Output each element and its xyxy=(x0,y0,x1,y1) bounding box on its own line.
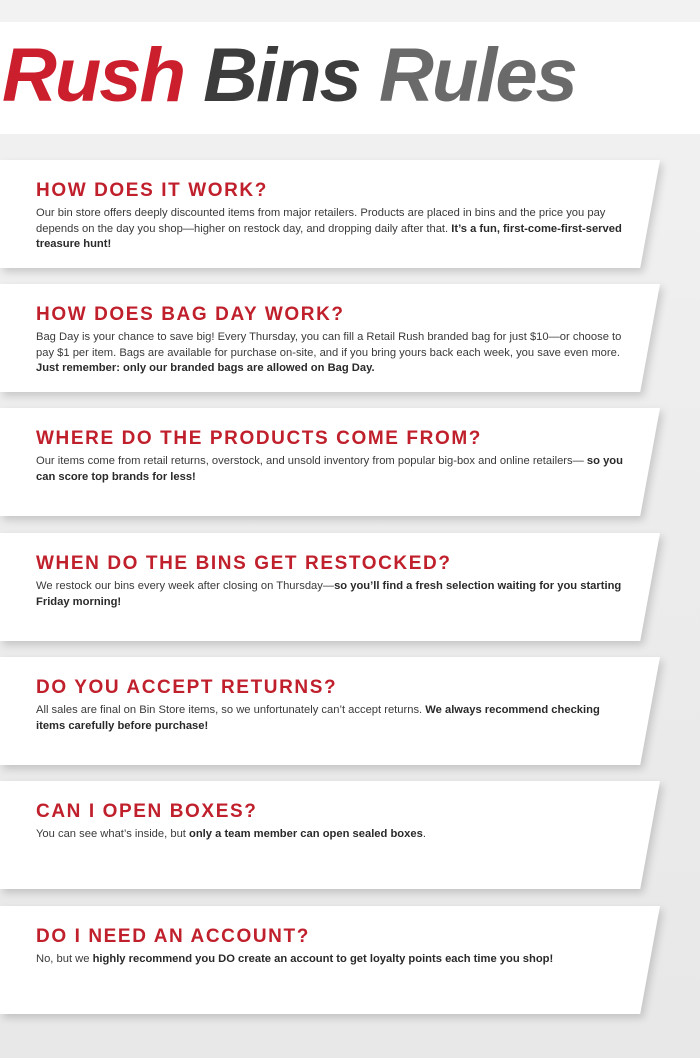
faq-card-products-source xyxy=(0,408,660,516)
faq-body: You can see what’s inside, but only a team member can open sealed boxes. xyxy=(36,828,426,840)
faq-card-open-boxes xyxy=(0,781,660,889)
faq-heading: WHERE DO THE PRODUCTS COME FROM? xyxy=(36,428,482,449)
page-title xyxy=(2,32,576,120)
faq-body: Bag Day is your chance to save big! Every Thursday, you can fill a Retail Rush branded bag for just $10—or choose to pay $1 per item. Bags are available for purchase on-site, and if you bring yours back each week, you save even more. Just remember: only our branded bags are allowed on Bag Day. xyxy=(36,331,622,375)
faq-card-account xyxy=(0,906,660,1014)
faq-card-returns xyxy=(0,657,660,765)
faq-heading: WHEN DO THE BINS GET RESTOCKED? xyxy=(36,553,452,574)
faq-body: Our bin store offers deeply discounted items from major retailers. Products are placed in bins and the price you pay depends on the day you shop—higher on restock day, and dropping daily after that. It’s a fun, first-come-first-served treasure hunt! xyxy=(36,207,622,251)
faq-heading: CAN I OPEN BOXES? xyxy=(36,801,258,822)
faq-body: We restock our bins every week after closing on Thursday—so you’ll find a fresh selection waiting for you starting Friday morning! xyxy=(36,580,622,608)
faq-body: All sales are final on Bin Store items, so we unfortunately can’t accept returns. We always recommend checking items carefully before purchase! xyxy=(36,704,600,732)
faq-card-bag-day xyxy=(0,284,660,392)
header-banner xyxy=(0,22,700,134)
faq-body: Our items come from retail returns, overstock, and unsold inventory from popular big-box and online retailers— so you can score top brands for less! xyxy=(36,455,623,483)
title-bins: Bins xyxy=(203,33,360,118)
faq-heading: HOW DOES BAG DAY WORK? xyxy=(36,304,345,325)
faq-heading: DO YOU ACCEPT RETURNS? xyxy=(36,677,338,698)
title-rules: Rules xyxy=(378,33,576,118)
title-rush: Rush xyxy=(2,33,184,118)
faq-heading: HOW DOES IT WORK? xyxy=(36,180,268,201)
faq-heading: DO I NEED AN ACCOUNT? xyxy=(36,926,310,947)
faq-card-how-it-works xyxy=(0,160,660,268)
faq-body: No, but we highly recommend you DO create an account to get loyalty points each time you shop! xyxy=(36,953,554,965)
faq-card-restock xyxy=(0,533,660,641)
